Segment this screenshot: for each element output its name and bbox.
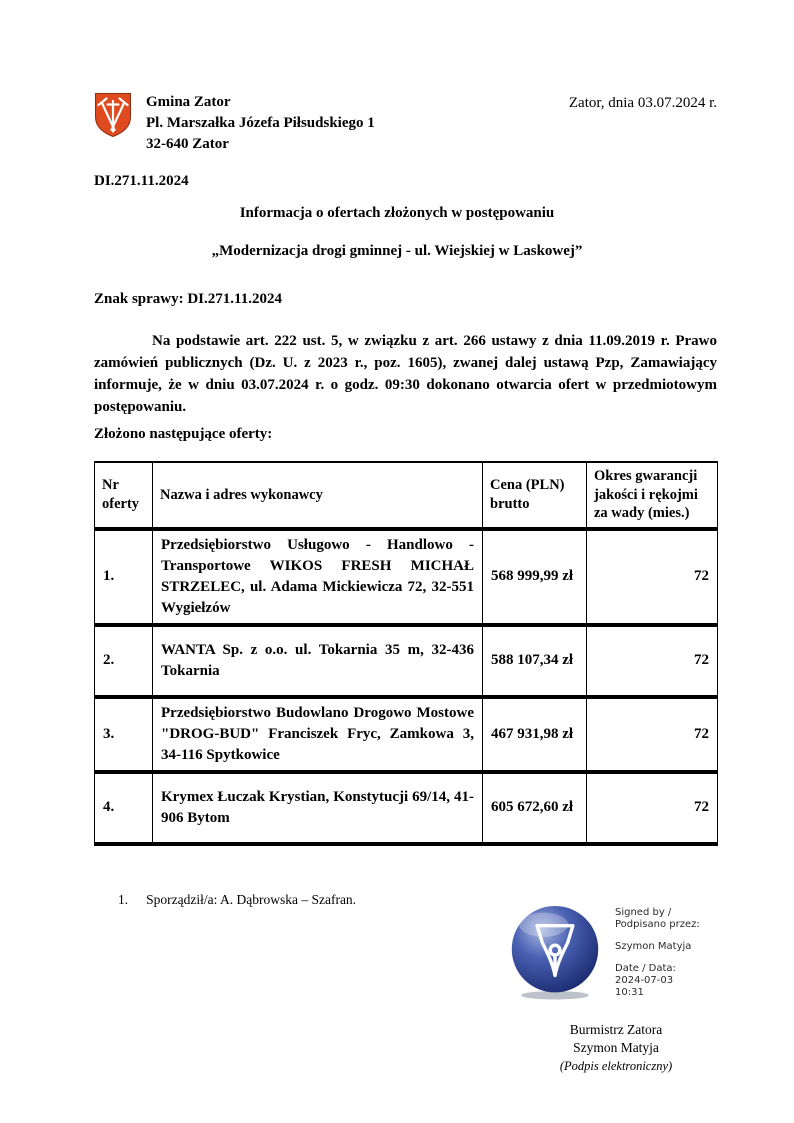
contractor-cell: WANTA Sp. z o.o. ul. Tokarnia 35 m, 32-436 Tokarnia	[153, 625, 483, 697]
header-warranty: Okres gwarancji jakości i rękojmi za wady (mies.)	[587, 462, 718, 529]
letterhead	[94, 92, 717, 155]
price-cell: 588 107,34 zł	[483, 625, 587, 697]
document-subtitle: „Modernizacja drogi gminnej - ul. Wiejskiej w Laskowej”	[211, 243, 583, 259]
prepared-by-number: 1.	[118, 892, 129, 907]
signer-title: Burmistrz Zatora	[569, 1022, 663, 1037]
stamp-date-value: 2024-07-03	[615, 975, 674, 986]
prepared-by-text: Sporządził/a: A. Dąbrowska – Szafran.	[146, 892, 357, 907]
header-offer-number: Nr oferty	[102, 477, 140, 512]
table-header-row	[95, 462, 718, 529]
offer-number-cell: 1.	[103, 568, 115, 584]
table-row	[95, 697, 718, 772]
case-reference: Znak sprawy: DI.271.11.2024	[94, 291, 282, 307]
table-row	[95, 772, 718, 844]
table-row	[95, 529, 718, 625]
zator-coat-of-arms-icon	[94, 92, 132, 138]
warranty-cell: 72	[587, 625, 718, 697]
table-row	[95, 625, 718, 697]
stamp-signer-name: Szymon Matyja	[615, 941, 692, 952]
signer-name: Szymon Matyja	[573, 1040, 659, 1055]
sender-name: Gmina Zator	[146, 94, 231, 110]
signature-stamp	[508, 903, 700, 1001]
contractor-cell: Krymex Łuczak Krystian, Konstytucji 69/14, 41-906 Bytom	[153, 772, 483, 844]
prepared-by-note	[118, 891, 356, 909]
header-price: Cena (PLN) brutto	[483, 462, 587, 529]
offer-number-cell: 2.	[103, 652, 115, 668]
body-paragraph: Na podstawie art. 222 ust. 5, w związku z art. 266 ustawy z dnia 11.09.2019 r. Prawo zamówień publicznych (Dz. U. z 2023 r., poz. 1605), zwanej dalej ustawą Pzp, Zamawiający informuje, że w dniu 03.07.2024 r. o godz. 09:30 dokonano otwarcia ofert w przedmiotowym postępowaniu.	[94, 333, 717, 415]
sender-street: Pl. Marszałka Józefa Piłsudskiego 1	[146, 115, 375, 131]
offers-table	[94, 461, 718, 846]
stamp-text	[615, 903, 700, 999]
price-cell: 467 931,98 zł	[483, 697, 587, 772]
offers-intro: Złożono następujące oferty:	[94, 426, 273, 442]
stamp-date-label: Date / Data:	[615, 963, 676, 974]
offer-number-cell: 3.	[103, 725, 115, 742]
sender-address	[146, 92, 375, 155]
warranty-cell: 72	[587, 697, 718, 772]
warranty-cell: 72	[587, 772, 718, 844]
signer-block	[535, 1021, 697, 1075]
stamp-time-value: 10:31	[615, 987, 644, 998]
contractor-cell: Przedsiębiorstwo Budowlano Drogowo Mostowe "DROG-BUD" Franciszek Fryc, Zamkowa 3, 34-116 Spytkowice	[153, 697, 483, 772]
signer-note: (Podpis elektroniczny)	[559, 1059, 673, 1073]
sender-block	[94, 92, 375, 155]
warranty-cell: 72	[587, 529, 718, 625]
reference-number: DI.271.11.2024	[94, 173, 189, 189]
dateline: Zator, dnia 03.07.2024 r.	[568, 95, 717, 111]
header-contractor: Nazwa i adres wykonawcy	[153, 462, 483, 529]
price-cell: 568 999,99 zł	[483, 529, 587, 625]
pen-nib-icon	[508, 903, 602, 1001]
price-cell: 605 672,60 zł	[483, 772, 587, 844]
offer-number-cell: 4.	[103, 799, 115, 815]
document-title: Informacja o ofertach złożonych w postępowaniu	[239, 205, 555, 221]
stamp-signed-by-label: Signed by /	[615, 907, 672, 918]
contractor-cell: Przedsiębiorstwo Usługowo - Handlowo - Transportowe WIKOS FRESH MICHAŁ STRZELEC, ul. Adama Mickiewicza 72, 32-551 Wygiełzów	[153, 529, 483, 625]
stamp-signed-by-label-pl: Podpisano przez:	[615, 919, 700, 930]
sender-city: 32-640 Zator	[146, 136, 229, 152]
